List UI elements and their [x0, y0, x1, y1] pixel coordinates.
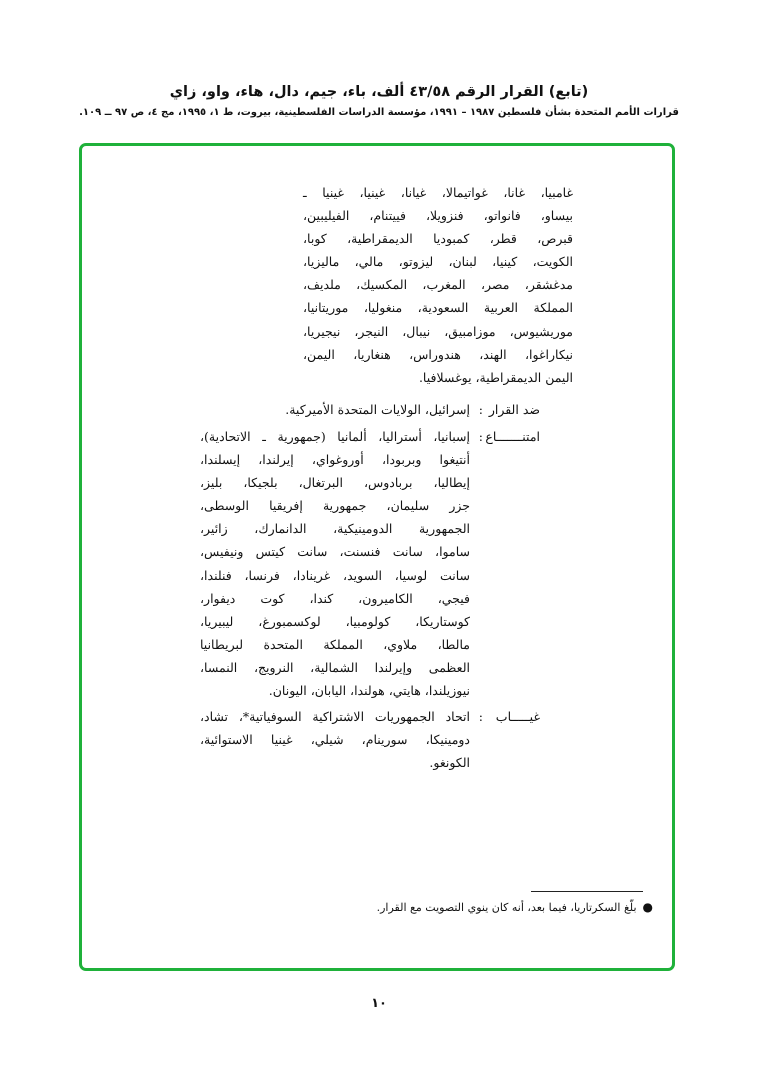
in-favour-countries	[303, 181, 573, 389]
in-favour-line: نيكاراغوا، الهند، هندوراس، هنغاريا، اليمن،	[303, 346, 573, 362]
footnote	[377, 900, 653, 914]
footnote-text: بلّغ السكرتاريا، فيما بعد، أنه كان ينوي التصويت مع القرار.	[376, 901, 637, 914]
abstaining-line: إيطاليا، بربادوس، البرتغال، بلجيكا، بليز،	[200, 475, 470, 491]
in-favour-line: موريشيوس، موزامبيق، نيبال، النيجر، نيجيريا،	[303, 323, 573, 339]
in-favour-line: الكويت، كينيا، لبنان، ليزوتو، مالي، ماليزيا،	[303, 254, 573, 270]
abstaining-line: إسبانيا، أستراليا، ألمانيا (جمهورية ـ الاتحادية)،	[200, 429, 470, 444]
in-favour-line: المملكة العربية السعودية، منغوليا، موريتانيا،	[303, 300, 573, 316]
in-favour-line: بيساو، فانواتو، فنزويلا، فييتنام، الفيليبين،	[303, 208, 573, 224]
in-favour-line: مدغشقر، مصر، المغرب، المكسيك، ملديف،	[303, 277, 573, 293]
absent-line: اتحاد الجمهوريات الاشتراكية السوفياتية*، تشاد،	[200, 709, 470, 724]
abstaining-line: مالطا، ملاوي، المملكة المتحدة لبريطانيا	[200, 636, 470, 652]
abstaining-countries	[200, 425, 470, 702]
abstaining-line: كوستاريكا، كولومبيا، لوكسمبورغ، ليبيريا،	[200, 613, 470, 629]
in-favour-line: قبرص، قطر، كمبوديا الديمقراطية، كوبا،	[303, 231, 573, 247]
in-favour-line: اليمن الديمقراطية، يوغسلافيا.	[418, 369, 573, 385]
footnote-divider	[531, 891, 643, 892]
absent-countries	[200, 705, 470, 774]
absent-line: الكونغو.	[429, 755, 470, 771]
abstaining-label: امتنـــــــاع	[485, 429, 540, 444]
abstaining-line: نيوزيلندا، هايتي، هولندا، اليابان، اليونان.	[268, 683, 470, 699]
source-citation: قرارات الأمم المتحدة بشأن فلسطين ١٩٨٧ – ١٩٩١، مؤسسة الدراسات الفلسطينية، بيروت، ط ١، ١٩٩٥، مج ٤، ص ٩٧ ــ ١٠٩.	[79, 107, 679, 118]
abstaining-line: العظمى وإيرلندا الشمالية، النرويج، النمسا،	[200, 659, 470, 675]
absent-label: غيـــــاب	[495, 709, 540, 724]
abstaining-line: سانت لوسيا، السويد، غرينادا، فرنسا، فنلندا،	[200, 567, 470, 583]
abstaining-colon: :	[478, 429, 483, 444]
footnote-bullet: ●	[642, 900, 653, 914]
page-title: (تابع) القرار الرقم ٤٣/٥٨ ألف، باء، جيم، دال، هاء، واو، زاي	[169, 84, 589, 100]
against-line: إسرائيل، الولايات المتحدة الأميركية.	[285, 402, 470, 417]
absent-colon: :	[478, 709, 483, 724]
abstaining-line: فيجي، الكاميرون، كندا، كوت ديفوار،	[200, 590, 470, 606]
against-label: ضد القرار	[488, 402, 540, 417]
abstaining-line: جزر سليمان، جمهورية إفريقيا الوسطى،	[200, 498, 470, 514]
abstaining-line: ساموا، سانت فنسنت، سانت كيتس ونيفيس،	[200, 544, 470, 560]
against-colon: :	[478, 402, 483, 417]
absent-line: دومينيكا، سورينام، شيلي، غينيا الاستوائية،	[200, 732, 470, 748]
abstaining-line: الجمهورية الدومينيكية، الدانمارك، زائير،	[200, 521, 470, 537]
page-number: ١٠	[371, 996, 387, 1011]
against-countries	[215, 398, 470, 421]
abstaining-line: أنتيغوا وبربودا، أوروغواي، إيرلندا، إيسلندا،	[200, 452, 470, 468]
in-favour-line: غامبيا، غانا، غواتيمالا، غيانا، غينيا، غينيا ـ	[303, 185, 573, 200]
